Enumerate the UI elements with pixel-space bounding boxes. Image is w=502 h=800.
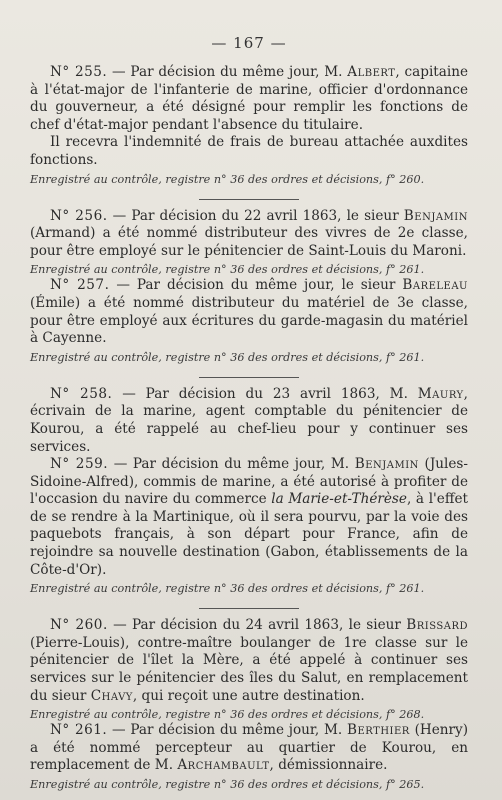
section-separator (199, 608, 299, 609)
decision-text: N° 255. — Par décision du même jour, M. Albert, capitaine à l'état-major de l'infanterie de marine, officier d'ordonnance du gouverneur, a été désigné pour remplir les fonctions de chef d'état-major pendant l'absence du titulaire. (30, 64, 469, 133)
decision-text: N° 257. — Par décision du même jour, le sieur Bareleau (Émile) a été nommé distributeur du matériel de 3e classe, pour être employé aux écritures du garde-magasin du matériel à Cayenne. (30, 277, 468, 347)
person-name: Archambault (177, 757, 270, 774)
decision-number: N° 260. (50, 617, 108, 634)
registration-note: Enregistré au contrôle, registre n° 36 des ordres et décisions, f° 260. (30, 172, 425, 186)
decision-extra-text: Il recevra l'indemnité de frais de bureau attachée auxdites fonctions. (30, 134, 468, 168)
decision-text: N° 256. — Par décision du 22 avril 1863, le sieur Benjamin (Armand) a été nommé distributeur des vivres de 2e classe, pour être employé sur le pénitencier de Saint-Louis du Maroni. (30, 207, 468, 259)
decision-entry-255 (30, 64, 468, 187)
decision-text: N° 261. — Par décision du même jour, M. Berthier (Henry) a été nommé percepteur au quartier de Kourou, en remplacement de M. Archambault, démissionnaire. (30, 722, 469, 774)
decision-number: N° 255. (50, 64, 108, 80)
person-name: Benjamin (354, 456, 419, 473)
decision-text: N° 258. — Par décision du 23 avril 1863, M. Maury, écrivain de la marine, agent comptable du pénitencier de Kourou, a été rappelé au chef-lieu pour y continuer ses services. (30, 385, 468, 455)
decision-entry-261 (30, 722, 468, 792)
decision-number: N° 258. (50, 385, 113, 402)
decision-number: N° 261. (50, 722, 108, 739)
registration-note: Enregistré au contrôle, registre n° 36 des ordres et décisions, f° 265. (30, 778, 425, 791)
decision-number: N° 256. (50, 207, 108, 224)
decision-entry-258 (30, 386, 468, 456)
registration-note: Enregistré au contrôle, registre n° 36 des ordres et décisions, f° 261. (30, 350, 425, 364)
person-name: Brissard (406, 617, 468, 634)
decision-entry-260 (30, 617, 468, 722)
decision-number: N° 257. (50, 277, 110, 294)
decision-number: N° 259. (50, 456, 109, 473)
page-number: — 167 — (211, 34, 287, 52)
ship-name: la Marie-et-Thérèse (271, 491, 407, 508)
person-name: Benjamin (403, 207, 468, 224)
registration-note: Enregistré au contrôle, registre n° 36 des ordres et décisions, f° 268. (30, 708, 425, 722)
person-name: Chavy (90, 687, 133, 704)
decision-entry-256 (30, 208, 468, 278)
decision-entry-257 (30, 277, 468, 364)
person-name: Maury (417, 385, 464, 402)
registration-note: Enregistré au contrôle, registre n° 36 des ordres et décisions, f° 261. (30, 263, 425, 277)
person-name: Bareleau (402, 277, 468, 294)
decision-text: N° 260. — Par décision du 24 avril 1863, le sieur Brissard (Pierre-Louis), contre-maître boulanger de 1re classe sur le pénitencier de l'îlet la Mère, a été appelé à continuer ses services sur le pénitencier des îles du Salut, en remplacement du sieur Chavy, qui reçoit une autre destination. (30, 617, 468, 704)
section-separator (199, 199, 299, 200)
registration-note: Enregistré au contrôle, registre n° 36 des ordres et décisions, f° 261. (30, 582, 425, 596)
person-name: Albert (347, 64, 396, 80)
decision-text: N° 259. — Par décision du même jour, M. Benjamin (Jules-Sidoine-Alfred), commis de marine, a été autorisé à profiter de l'occasion du navire du commerce la Marie-et-Thérèse, à l'effet de se rendre à la Martinique, où il sera pourvu, par la voie des paquebots français, à son départ pour France, afin de rejoindre sa nouvelle destination (Gabon, établissements de la Côte-d'Or). (30, 456, 468, 578)
person-name: Berthier (347, 722, 410, 739)
decision-entry-259 (30, 456, 468, 596)
section-separator (199, 377, 299, 378)
